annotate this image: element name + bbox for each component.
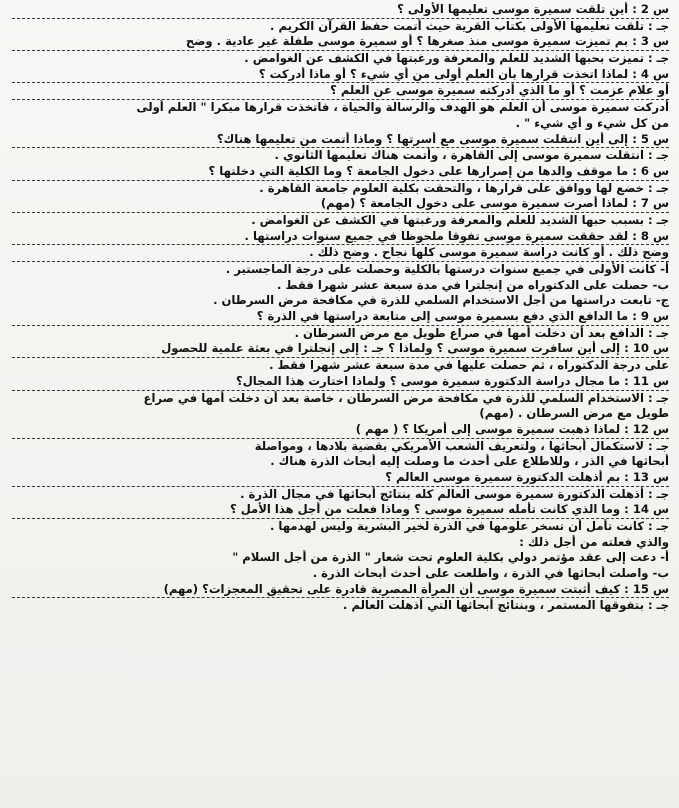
- question-line: أو علام عزمت ؟ أو ما الذي أدركته سميرة موسى عن العلم ؟: [12, 83, 669, 100]
- sub-point-line: أ- كانت الأولى في جميع سنوات درستها بالكلية وحصلت على درجة الماجستير .: [225, 262, 669, 276]
- answer-line: جـ : تلقت تعليمها الأولى بكتاب القرية حيث أتمت حفظ القرآن الكريم .: [270, 18, 669, 33]
- answer-line: جـ : بسبب حبها الشديد للعلم والمعرفة ورغبتها في الكشف عن الغوامض .: [251, 212, 669, 227]
- answer-line: جـ : انتقلت سميرة موسى إلى القاهرة ، وأتمت هناك تعليمها الثانوي .: [274, 148, 669, 163]
- question-line: س 9 : ما الدافع الذي دفع بسميرة موسى إلى متابعة دراستها في الذرة ؟: [12, 309, 669, 326]
- question-line: وضح ذلك . أو كانت دراسة سميرة موسى كلها نجاح . وضح ذلك .: [12, 245, 669, 262]
- question-line: س 4 : لماذا اتخذت قرارها بأن العلم أولى من أي شيء ؟ أو ماذا أدركت ؟: [12, 67, 669, 84]
- sub-point-line: ب- حصلت على الدكتوراه من إنجلترا في مدة سبعة عشر شهرا فقط .: [277, 277, 669, 292]
- sub-point-line: أ- دعت إلى عقد مؤتمر دولي بكلية العلوم تحت شعار " الذرة من أجل السلام ": [232, 550, 669, 565]
- answer-line: من كل شيء و أي شيء " .: [515, 115, 669, 130]
- answer-line: على درجة الدكتوراه ، ثم حصلت عليها في مدة سبعة عشر شهرا فقط .: [269, 358, 669, 373]
- question-line: س 5 : إلى أين انتقلت سميرة موسى مع أسرتها ؟ وماذا أتمت من تعليمها هناك؟: [12, 132, 669, 149]
- question-line: س 15 : كيف أثبتت سميرة موسى أن المرأة المصرية قادرة على تحقيق المعجزات؟ (مهم): [12, 582, 669, 599]
- answer-line: جـ : لاستكمال أبحاثها ، ولتعريف الشعب الأمريكي بقضية بلادها ، ومواصلة: [254, 438, 669, 453]
- question-line: س 7 : لماذا أصرت سميرة موسى على دخول الجامعة ؟ (مهم): [12, 196, 669, 213]
- sub-point-line: ج- تابعت دراستها من أجل الاستخدام السلمي للذرة في مكافحة مرض السرطان .: [213, 293, 669, 308]
- answer-line: جـ : أذهلت الدكتورة سميرة موسى العالم كله بنتائج أبحاثها في مجال الذرة .: [240, 486, 669, 501]
- question-line: س 6 : ما موقف والدها من إصرارها على دخول الجامعة ؟ وما الكلية التي دخلتها ؟: [12, 164, 669, 181]
- answer-line: جـ : الاستخدام السلمي للذرة في مكافحة مرض السرطان ، خاصة بعد أن دخلت أمها في صراع: [143, 390, 669, 405]
- sub-point-line: ب- واصلت أبحاثها في الذرة ، واطلعت على أحدث أبحاث الذرة .: [312, 566, 669, 581]
- answer-line: والذي فعلته من أجل ذلك :: [519, 534, 669, 549]
- answer-line: جـ : بتفوقها المستمر ، وبنتائج أبحاثها التي أذهلت العالم .: [343, 598, 669, 613]
- answer-line: جـ : تميزت بحبها الشديد للعلم والمعرفة ورغبتها في الكشف عن الغوامض .: [244, 51, 669, 66]
- question-line: س 10 : إلى أين سافرت سميرة موسى ؟ ولماذا ؟ جـ : إلى إنجلترا في بعثة علمية للحصول: [12, 341, 669, 358]
- answer-line: أدركت سميرة موسى أن العلم هو الهدف والرسالة والحياة ، فاتخذت قرارها مبكرا " العلم أولى: [136, 100, 669, 115]
- answer-line: جـ : الدافع بعد أن دخلت أمها في صراع طويل مع مرض السرطان .: [294, 325, 669, 340]
- question-line: س 13 : بم أذهلت الدكتورة سميرة موسى العالم ؟: [12, 470, 669, 487]
- answer-line: طويل مع مرض السرطان . (مهم): [479, 406, 669, 421]
- question-line: س 8 : لقد حققت سميرة موسى تفوقا ملحوظا في جميع سنوات دراستها .: [12, 229, 669, 246]
- answer-line: أبحاثها في الذر ، وللاطلاع على أحدث ما وصلت إليه أبحاث الذرة هناك .: [270, 454, 669, 469]
- question-line: س 2 : أين تلقت سميرة موسى تعليمها الأولى ؟: [12, 2, 669, 19]
- question-line: س 12 : لماذا ذهبت سميرة موسى إلى أمريكا ؟ ( مهم ): [12, 422, 669, 439]
- question-line: س 3 : بم تميزت سميرة موسى منذ صغرها ؟ أو سميرة موسى طفلة غير عادية . وضح: [12, 34, 669, 51]
- question-line: س 14 : وما الذي كانت تأمله سميرة موسى ؟ وماذا فعلت من أجل هذا الأمل ؟: [12, 502, 669, 519]
- answer-line: جـ : كانت تأمل أن تسخر علومها في الذرة لخير البشرية وليس لهدمها .: [269, 519, 669, 533]
- answer-line: جـ : خضع لها ووافق على قرارها ، والتحقت بكلية العلوم جامعة القاهرة .: [259, 180, 669, 195]
- question-line: س 11 : ما مجال دراسة الدكتورة سميرة موسى ؟ ولماذا اختارت هذا المجال؟: [12, 374, 669, 391]
